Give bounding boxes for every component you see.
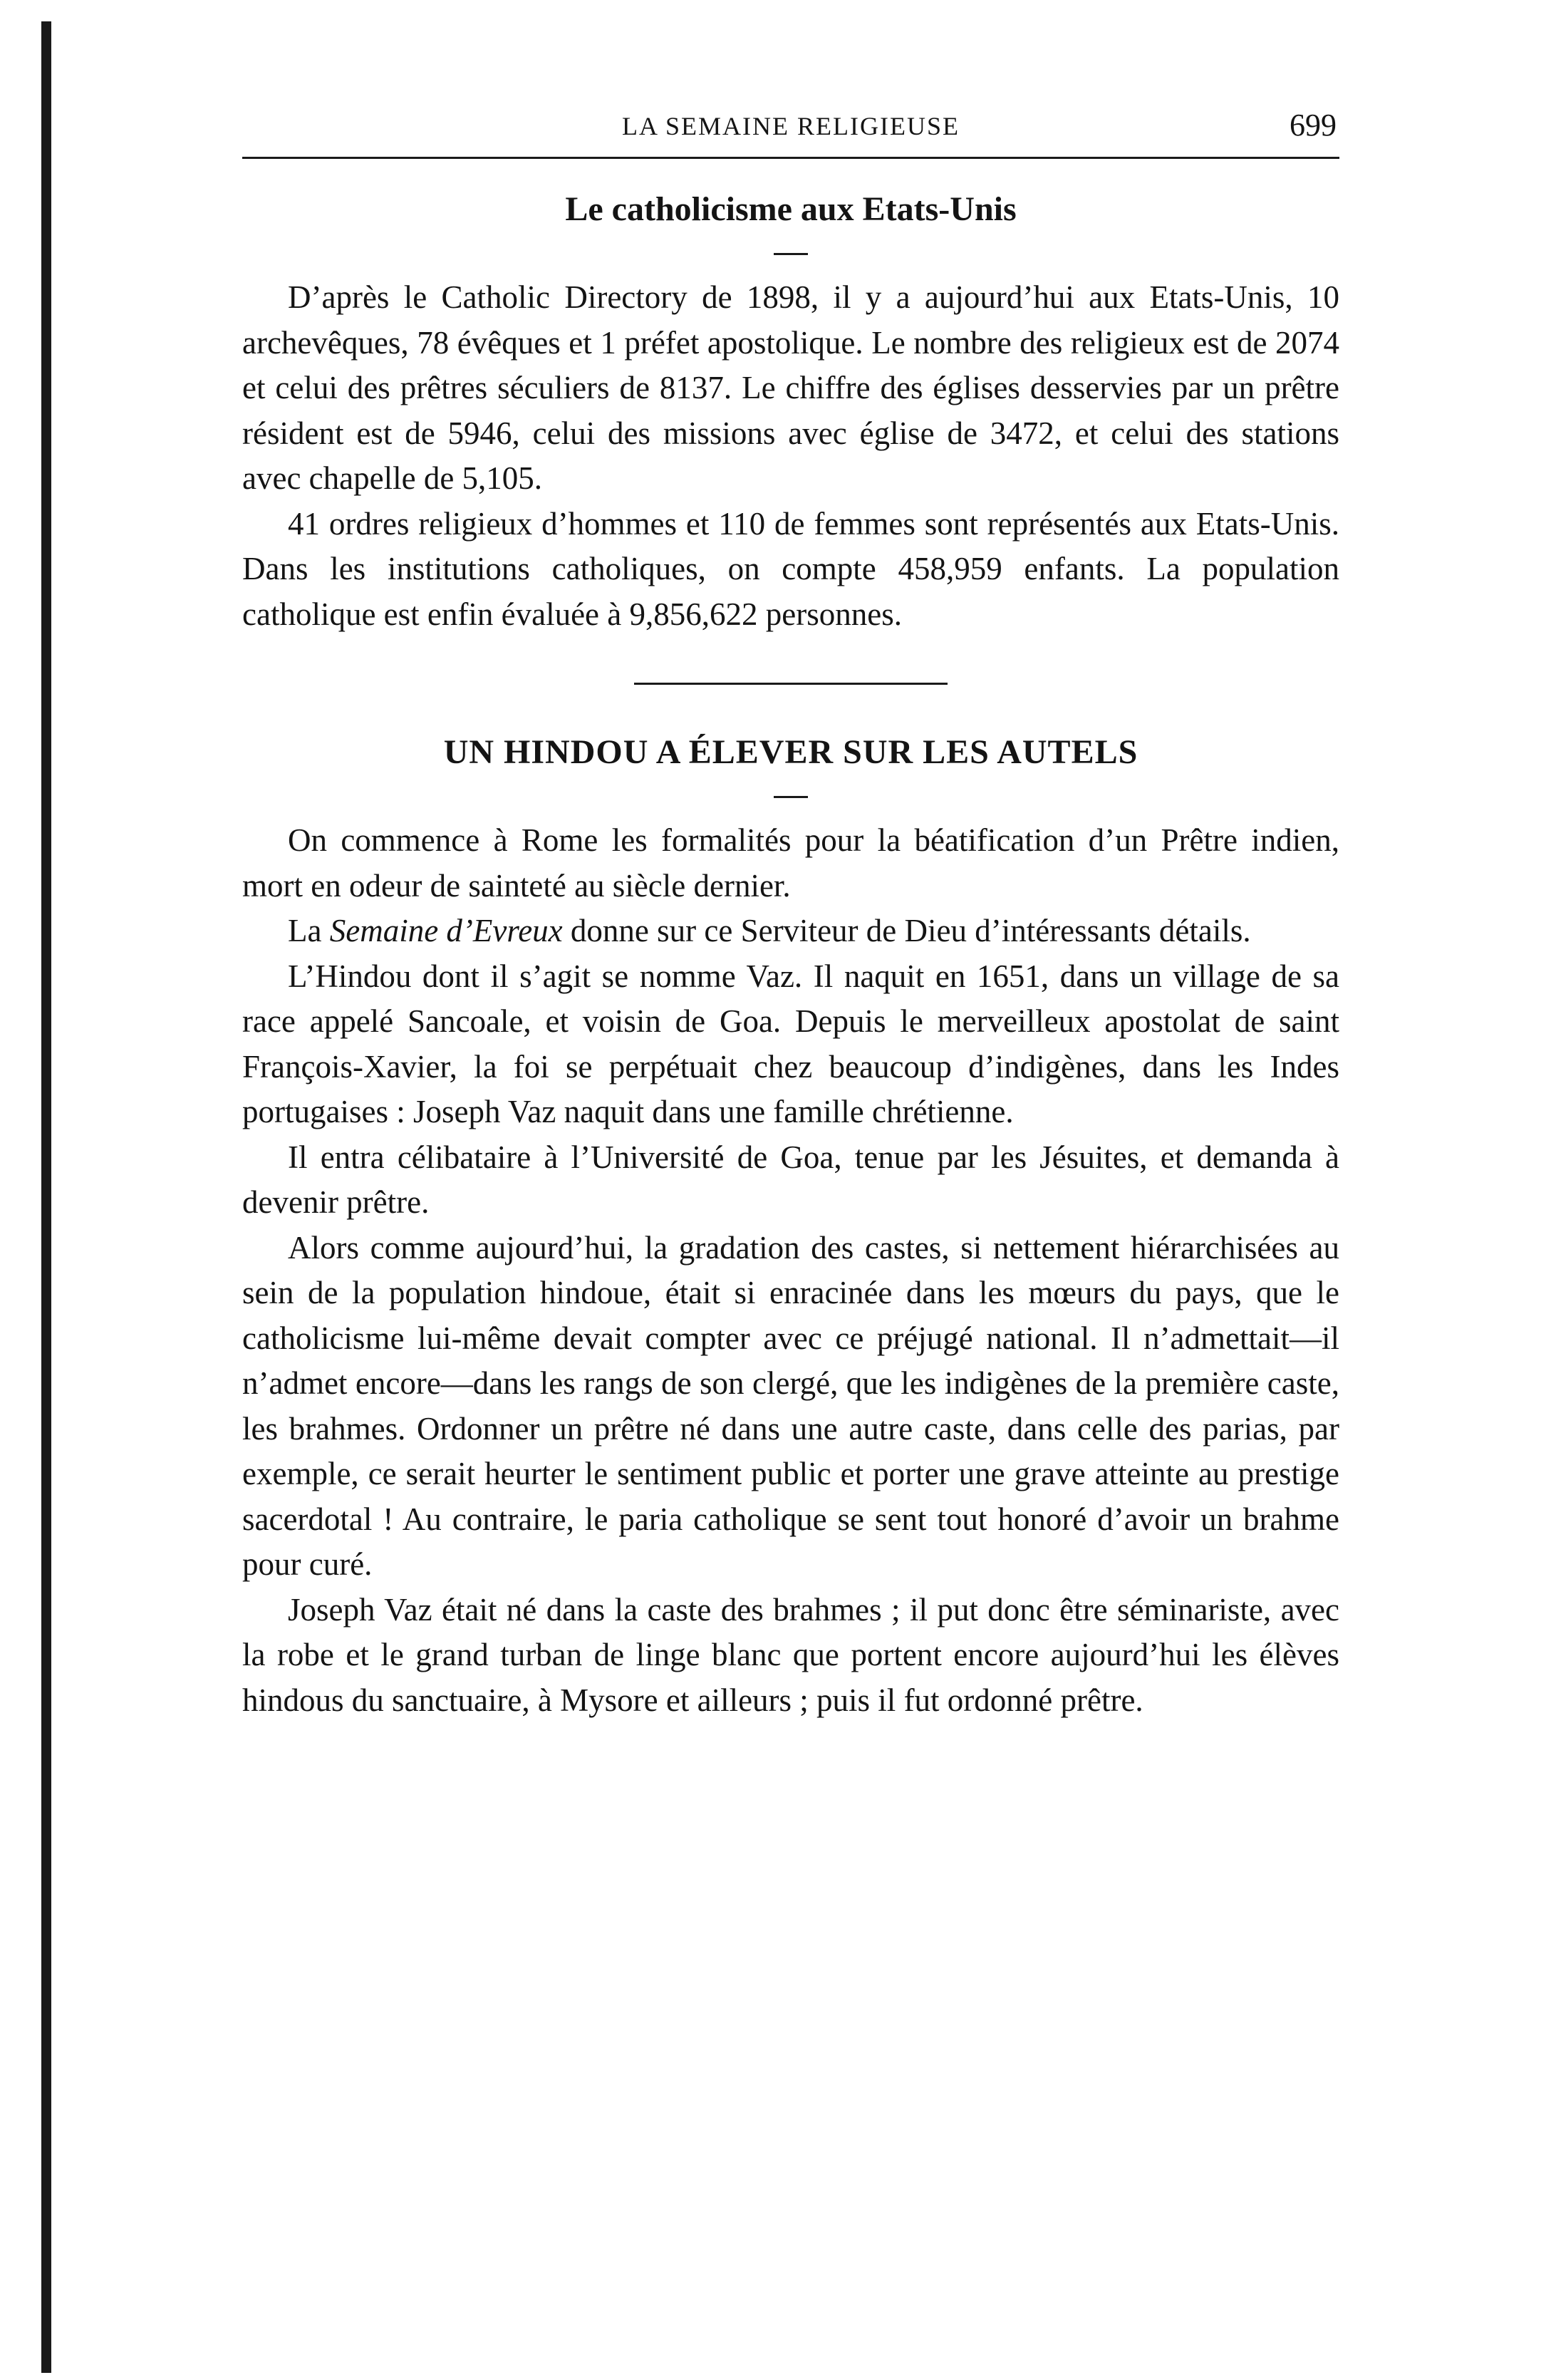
running-title: LA SEMAINE RELIGIEUSE: [622, 112, 960, 140]
article-title-catholicism: Le catholicisme aux Etats-Unis: [565, 190, 1017, 228]
section-separator: [634, 683, 948, 685]
article2-paragraph: L’Hindou dont il s’agit se nomme Vaz. Il naquit en 1651, dans un village de sa race appelé Sancoale, et voisin de Goa. Depuis le merveilleux apostolat de saint François-Xavier, la foi se perpétuait chez beaucoup d’indigènes, dans les Indes portugaises : Joseph Vaz naquit dans une famille chrétienne.: [242, 958, 1339, 1129]
article2-paragraph: Alors comme aujourd’hui, la gradation des castes, si nettement hiérarchisées au sein de la population hindoue, était si enracinée dans les mœurs du pays, que le catholicisme lui-même devait compter avec ce préjugé national. Il n’admettait—il n’admet encore—dans les rangs de son clergé, que les indigènes de la première caste, les brahmes. Ordonner un prêtre né dans une autre caste, dans celle des parias, par exemple, ce serait heurter le sentiment public et porter une grave atteinte au prestige sacerdotal ! Au contraire, le paria catholique se sent tout honoré d’avoir un brahme pour curé.: [242, 1229, 1339, 1582]
article1-paragraph: 41 ordres religieux d’hommes et 110 de femmes sont représentés aux Etats-Unis. Dans les institutions catholiques, on compte 458,959 enfants. La population catholique est enfin évaluée à 9,856,622 personnes.: [242, 505, 1339, 632]
page: [242, 107, 1339, 1723]
article1-paragraph: D’après le Catholic Directory de 1898, il y a aujourd’hui aux Etats-Unis, 10 archevêques, 78 évêques et 1 préfet apostolique. Le nombre des religieux est de 2074 et celui des prêtres séculiers de 8137. Le chiffre des églises desservies par un prêtre résident est de 5946, celui des missions avec église de 3472, et celui des stations avec chapelle de 5,105.: [242, 279, 1339, 496]
article2-paragraph: Joseph Vaz était né dans la caste des brahmes ; il put donc être séminariste, avec la robe et le grand turban de linge blanc que portent encore aujourd’hui les élèves hindous du sanctuaire, à Mysore et ailleurs ; puis il fut ordonné prêtre.: [242, 1591, 1339, 1718]
article-title-hindou: UN HINDOU A ÉLEVER SUR LES AUTELS: [443, 733, 1138, 771]
title-dash: [774, 796, 808, 798]
scan-edge-shadow: [41, 21, 51, 2373]
italic-publication-title: Semaine d’Evreux: [329, 913, 563, 948]
header-rule: [242, 157, 1339, 159]
article2-paragraph: On commence à Rome les formalités pour la béatification d’un Prêtre indien, mort en odeur de sainteté au siècle dernier.: [242, 822, 1339, 904]
article2-paragraph: Il entra célibataire à l’Université de Goa, tenue par les Jésuites, et demanda à devenir prêtre.: [242, 1139, 1339, 1220]
text-run: donne sur ce Serviteur de Dieu d’intéressants détails.: [562, 913, 1251, 948]
text-run: La: [288, 913, 330, 948]
running-head: [242, 107, 1339, 157]
title-dash: [774, 253, 808, 255]
article2-paragraph: [242, 909, 1339, 954]
page-number: 699: [1290, 108, 1337, 143]
